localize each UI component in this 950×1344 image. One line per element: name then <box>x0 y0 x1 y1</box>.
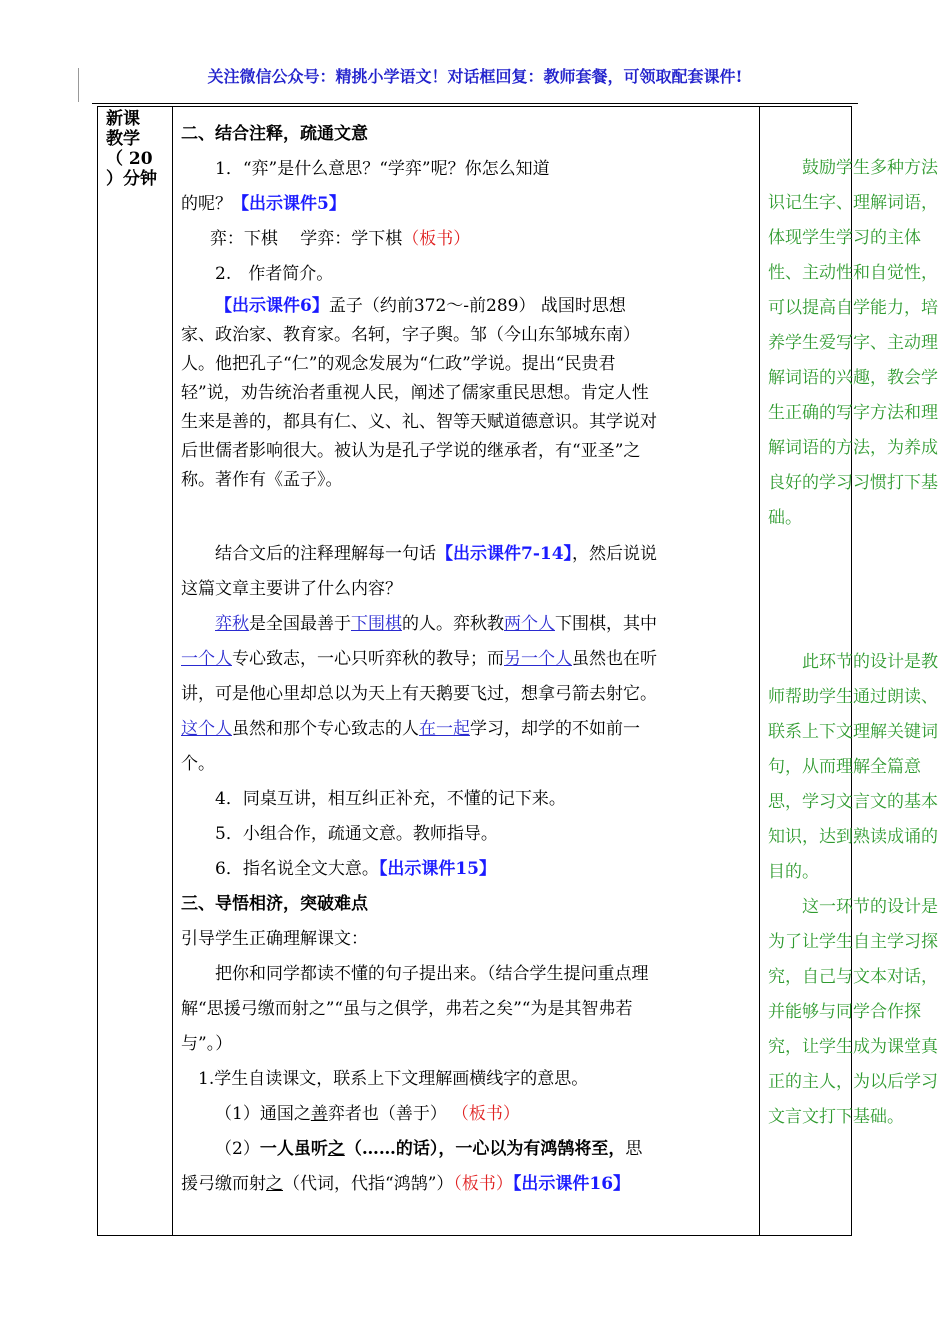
design-note-text: 这一环节的设计是为了让学生自主学习探究，自己与文本对话，并能够与同学合作探究，让学生成为课堂真正的主人，为以后学习文言文打下基础。 <box>768 897 938 1127</box>
step-4: 4．同桌互讲，相互纠正补充，不懂的记下来。 <box>215 789 566 809</box>
step-6-text: 6．指名说全文大意。 <box>215 859 379 879</box>
example-text: 弈者也（善于） <box>327 1104 447 1124</box>
example-text: （2） <box>215 1139 260 1159</box>
difficult-sentences: 把你和同学都读不懂的句子提出来。（结合学生提问重点理解“思援弓缴而射之”“虽与之俱学，弗若之矣”“为是其智弗若与”。） <box>181 964 649 1054</box>
margin-mark <box>78 68 79 102</box>
example-bold: 一人虽听 <box>259 1139 328 1159</box>
header-rule <box>92 103 858 104</box>
example-text: （代词，代指“鸿鹄”） <box>283 1174 454 1194</box>
section-line: 教学 <box>106 129 140 149</box>
board-tag: （板书） <box>453 1174 513 1194</box>
translation-text: 虽然也在听讲，可是他心里却总以为天上有天鹅要飞过，想拿弓箭去射它。 <box>181 649 657 704</box>
question-1-cont <box>181 187 658 222</box>
design-note-text: 鼓励学生多种方法识记生字、理解词语，体现学生学习的主体性、主动性和自觉性，可以提高自学能力，培养学生爱写字、主动理解词语的兴趣，教会学生正确的写字方法和理解词语的方法，为养成良好的学习习惯打下基础。 <box>768 158 938 528</box>
step-5: 5．小组合作，疏通文意。教师指导。 <box>215 824 498 844</box>
underlined-char: 之 <box>266 1174 283 1194</box>
design-notes-column <box>760 107 938 1235</box>
question-1-text-b: 的呢？ <box>181 194 232 214</box>
notes-text: 结合文后的注释理解每一句话 <box>215 544 436 564</box>
underlined-phrase: 另一个人 <box>504 649 572 669</box>
definition-line <box>181 222 658 257</box>
lesson-table <box>97 106 938 1236</box>
design-note-text: 此环节的设计是教师帮助学生通过朗读、联系上下文理解关键词句，从而理解全篇意思，学习文言文的基本知识，达到熟读成诵的目的。 <box>768 652 938 882</box>
notes-instruction <box>181 537 658 607</box>
design-note-2 <box>768 645 946 1135</box>
section-column <box>98 107 173 1235</box>
notes-text-b: ，然后说说这篇文章主要讲了什么内容？ <box>181 544 658 599</box>
board-tag: （板书） <box>460 1104 520 1124</box>
underlined-phrase: 在一起 <box>419 719 470 739</box>
underlined-phrase: 一个人 <box>181 649 232 669</box>
example-text: （1）通国之 <box>215 1104 311 1124</box>
translation <box>181 607 658 782</box>
content-column <box>173 107 760 1235</box>
courseware-tag: 【出示课件5】 <box>232 194 346 214</box>
promo-header: 关注微信公众号：精挑小学语文！对话框回复：教师套餐，可领取配套课件! <box>207 67 743 86</box>
example-1 <box>181 1097 658 1132</box>
underlined-phrase: 这个人 <box>181 719 232 739</box>
design-note-1 <box>768 151 946 536</box>
courseware-tag: 【出示课件16】 <box>512 1174 631 1194</box>
bio-text: 孟子（约前372～-前289） 战国时思想家、政治家、教育家。名轲，字子舆。邹（今山东邹城东南）人。他把孔子“仁”的观念发展为“仁政”学说。提出“民贵君轻”说，劝告统治者重视人民，阐述了儒家重民思想。肯定人性生来是善的，都具有仁、义、礼、智等天赋道德意识。其学说对后世儒者影响很大。被认为是孔子学说的继承者，有“亚圣”之称。著作有《孟子》。 <box>181 296 657 490</box>
underlined-char: 善 <box>310 1104 328 1124</box>
example-text: 思援弓缴而射 <box>181 1139 643 1194</box>
heading-two: 二、结合注释，疏通文意 <box>181 124 368 144</box>
courseware-tag: 【出示课件7-14】 <box>436 544 573 564</box>
underlined-phrase: 下围棋 <box>351 614 402 634</box>
example-2 <box>181 1132 658 1202</box>
section-line: ）分钟 <box>106 169 157 189</box>
section-line: 新课 <box>106 109 140 129</box>
spacer <box>181 495 658 537</box>
teaching-content <box>181 117 658 1202</box>
translation-text: 虽然和那个专心致志的人 <box>232 719 419 739</box>
question-1 <box>181 152 658 187</box>
guide-line: 引导学生正确理解课文： <box>181 929 368 949</box>
section-line: （ 20 <box>106 149 153 169</box>
heading-three: 三、导悟相济，突破难点 <box>181 894 368 914</box>
self-read: 1.学生自读课文，联系上下文理解画横线字的意思。 <box>198 1069 589 1089</box>
definition-text: 弈：下棋 学弈：学下棋 <box>209 229 403 249</box>
section-label <box>106 109 168 189</box>
translation-text: 是全国最善于 <box>249 614 351 634</box>
underlined-char: 之 <box>327 1139 345 1159</box>
underlined-phrase: 两个人 <box>504 614 555 634</box>
translation-text: 学习，却学的不如前一个。 <box>181 719 640 774</box>
translation-text: 的人。弈秋教 <box>402 614 504 634</box>
author-bio <box>181 292 658 495</box>
courseware-tag: 【出示课件6】 <box>215 296 329 316</box>
board-tag: （板书） <box>402 229 471 249</box>
example-bold: （……的话），一心以为有鸿鹄将至， <box>344 1139 626 1159</box>
translation-text: 下围棋，其中 <box>555 614 657 634</box>
courseware-tag: 【出示课件15】 <box>378 859 496 879</box>
question-2: 2. 作者简介。 <box>215 264 334 284</box>
question-1-text: 1．“弈”是什么意思？“学弈”呢？你怎么知道 <box>215 159 550 179</box>
underlined-phrase: 弈秋 <box>215 614 249 634</box>
translation-text: 专心致志，一心只听弈秋的教导；而 <box>232 649 504 669</box>
step-6 <box>181 852 658 887</box>
